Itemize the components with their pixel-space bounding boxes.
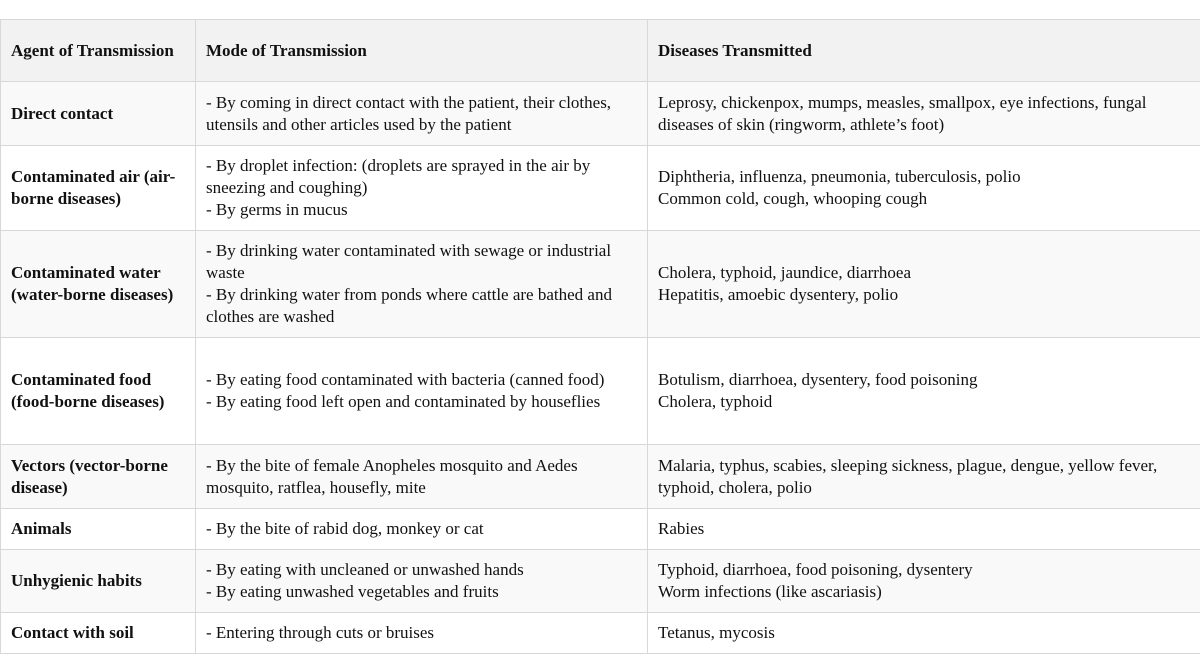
diseases-line: Diphtheria, influenza, pneumonia, tuberculosis, polio xyxy=(658,167,1021,186)
table-body xyxy=(1,82,1200,654)
mode-cell xyxy=(196,445,648,509)
mode-line: - By eating with uncleaned or unwashed hands xyxy=(206,560,524,579)
mode-cell xyxy=(196,550,648,613)
mode-cell xyxy=(196,509,648,550)
diseases-line: Tetanus, mycosis xyxy=(658,623,775,642)
mode-line: - Entering through cuts or bruises xyxy=(206,623,435,642)
mode-line: - By eating food left open and contaminated by houseflies xyxy=(206,392,601,411)
mode-line: - By drinking water contaminated with sewage or industrial waste xyxy=(206,241,612,282)
mode-line: - By coming in direct contact with the patient, their clothes, utensils and other articles used by the patient xyxy=(206,92,612,134)
diseases-line: Common cold, cough, whooping cough xyxy=(658,189,928,208)
diseases-cell xyxy=(648,338,1200,445)
diseases-line: Worm infections (like ascariasis) xyxy=(658,582,882,601)
diseases-line: Cholera, typhoid xyxy=(658,392,773,411)
diseases-line: Rabies xyxy=(658,519,705,538)
agent-cell: Animals xyxy=(1,509,196,550)
diseases-cell xyxy=(648,550,1200,613)
agent-cell: Contaminated air (air-borne diseases) xyxy=(1,146,196,231)
diseases-cell xyxy=(648,231,1200,338)
diseases-line: Typhoid, diarrhoea, food poisoning, dysentery xyxy=(658,560,973,579)
mode-cell xyxy=(196,613,648,654)
diseases-line: Cholera, typhoid, jaundice, diarrhoea xyxy=(658,263,912,282)
header-agent: Agent of Transmission xyxy=(1,20,196,82)
mode-cell xyxy=(196,338,648,445)
diseases-cell xyxy=(648,82,1200,146)
diseases-line: Malaria, typhus, scabies, sleeping sickness, plague, dengue, yellow fever, typhoid, cholera, polio xyxy=(658,455,1158,497)
diseases-cell xyxy=(648,146,1200,231)
agent-cell: Contaminated water (water-borne diseases) xyxy=(1,231,196,338)
table-row xyxy=(1,613,1200,654)
table-row xyxy=(1,146,1200,231)
agent-cell: Vectors (vector-borne disease) xyxy=(1,445,196,509)
mode-line: - By eating food contaminated with bacteria (canned food) xyxy=(206,370,605,389)
table-row xyxy=(1,550,1200,613)
diseases-cell xyxy=(648,613,1200,654)
mode-cell xyxy=(196,231,648,338)
mode-line: - By drinking water from ponds where cattle are bathed and clothes are washed xyxy=(206,285,612,326)
diseases-line: Hepatitis, amoebic dysentery, polio xyxy=(658,285,899,304)
table-row xyxy=(1,231,1200,338)
table-row xyxy=(1,338,1200,445)
table-container xyxy=(0,19,1200,654)
agent-cell: Direct contact xyxy=(1,82,196,146)
header-mode: Mode of Transmission xyxy=(196,20,648,82)
table-row xyxy=(1,509,1200,550)
mode-line: - By germs in mucus xyxy=(206,200,348,219)
diseases-line: Leprosy, chickenpox, mumps, measles, smallpox, eye infections, fungal diseases of skin (ringworm, athlete’s foot) xyxy=(658,92,1147,134)
mode-line: - By eating unwashed vegetables and fruits xyxy=(206,582,499,601)
diseases-cell xyxy=(648,445,1200,509)
disease-transmission-table xyxy=(0,19,1200,654)
header-diseases: Diseases Transmitted xyxy=(648,20,1200,82)
diseases-cell xyxy=(648,509,1200,550)
diseases-line: Botulism, diarrhoea, dysentery, food poisoning xyxy=(658,370,978,389)
table-row xyxy=(1,82,1200,146)
mode-line: - By droplet infection: (droplets are sprayed in the air by sneezing and coughing) xyxy=(206,156,591,197)
header-row xyxy=(1,20,1200,82)
agent-cell: Contact with soil xyxy=(1,613,196,654)
table-row xyxy=(1,445,1200,509)
mode-line: - By the bite of rabid dog, monkey or cat xyxy=(206,519,484,538)
mode-line: - By the bite of female Anopheles mosquito and Aedes mosquito, ratflea, housefly, mite xyxy=(206,455,578,497)
agent-cell: Contaminated food (food-borne diseases) xyxy=(1,338,196,445)
mode-cell xyxy=(196,82,648,146)
agent-cell: Unhygienic habits xyxy=(1,550,196,613)
mode-cell xyxy=(196,146,648,231)
table-header xyxy=(1,20,1200,82)
